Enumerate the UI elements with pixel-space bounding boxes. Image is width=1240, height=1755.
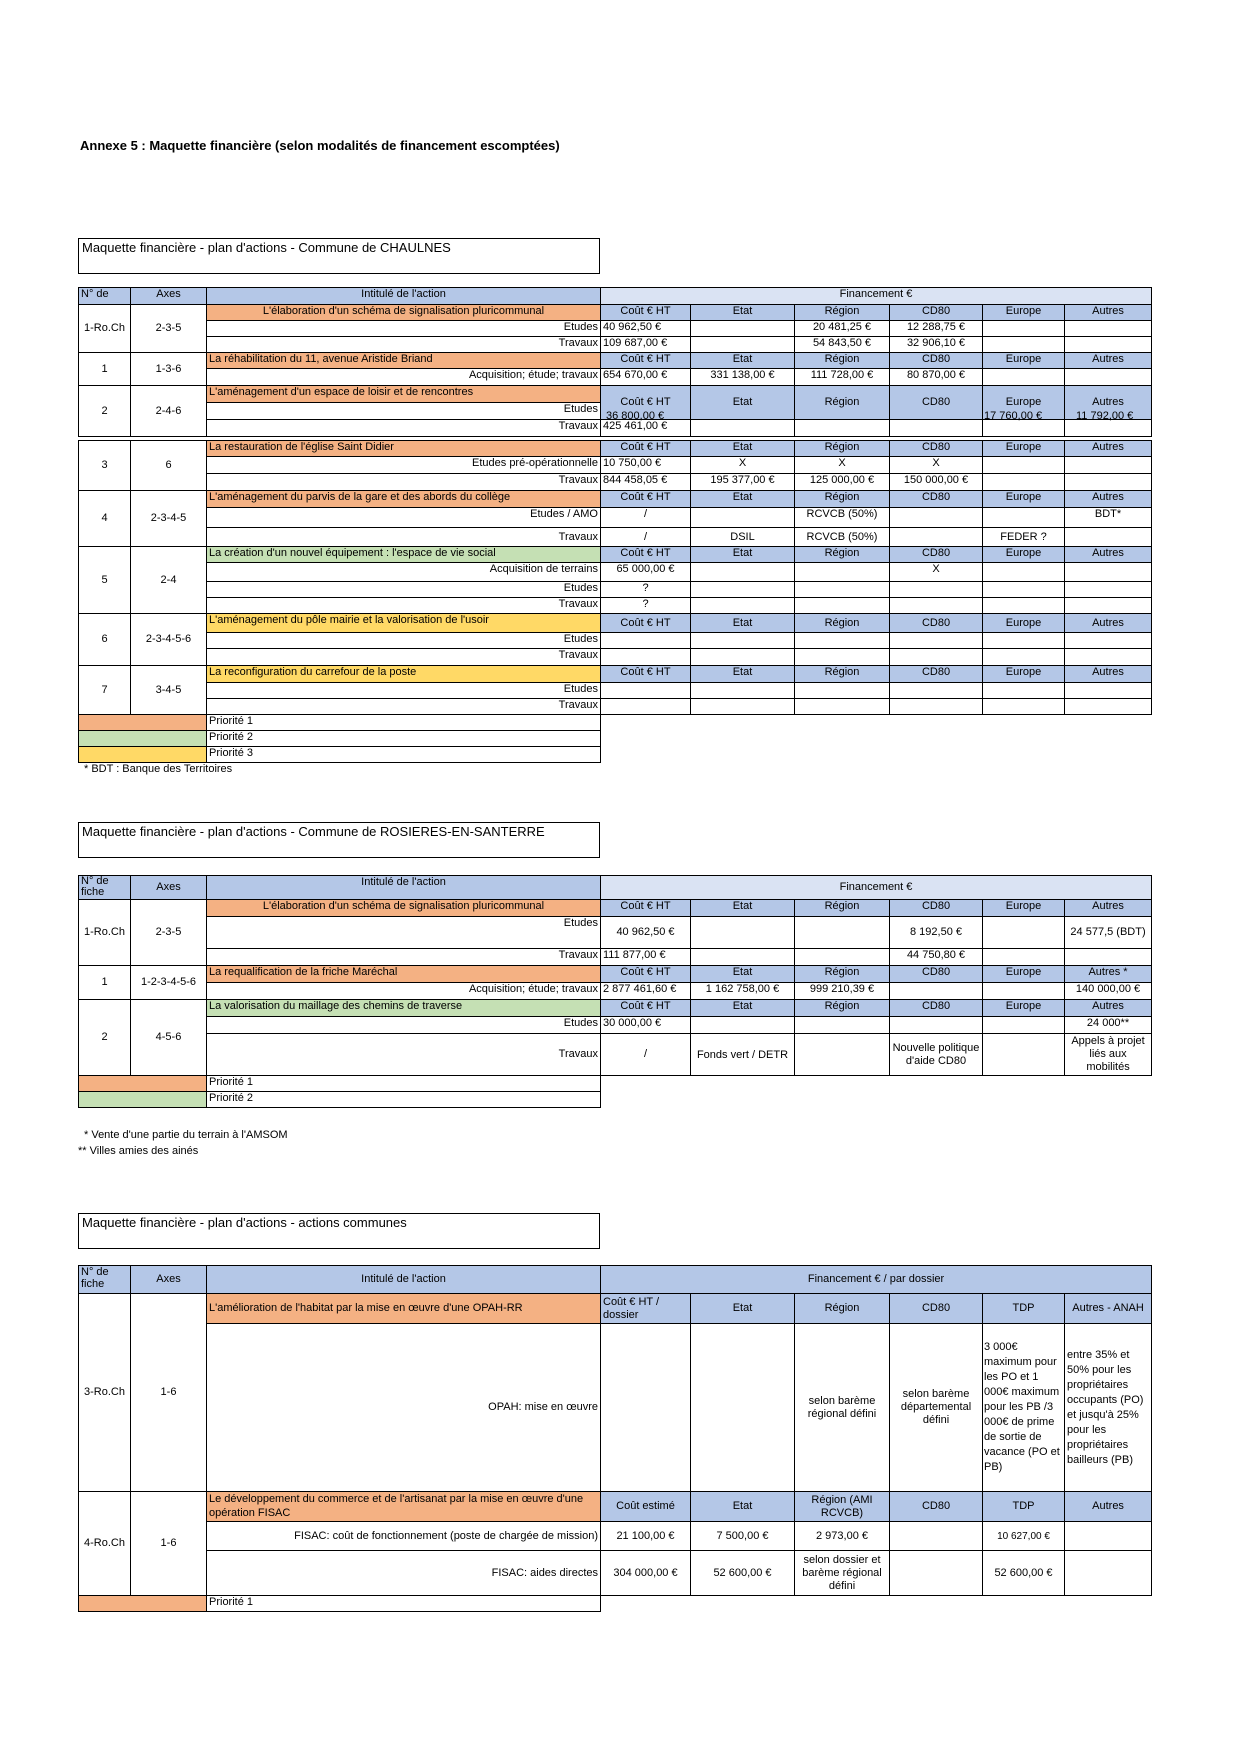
action-axes: 2-3-5 <box>131 900 207 966</box>
action-label: L'amélioration de l'habitat par la mise en œuvre d'une OPAH-RR <box>207 1294 601 1324</box>
col-header-axes: Axes <box>131 876 207 900</box>
action-num: 1 <box>79 966 131 1000</box>
col-europe: Europe <box>983 353 1065 369</box>
col-etat: Etat <box>691 1000 795 1017</box>
communes-section-title: Maquette financière - plan d'actions - actions communes <box>78 1213 600 1249</box>
cout-value: 304 000,00 € <box>601 1551 691 1596</box>
action-label: L'aménagement du parvis de la gare et des abords du collège <box>207 491 601 508</box>
col-header-intitule: Intitulé de l'action <box>207 876 601 900</box>
action-axes: 2-4-6 <box>131 386 207 437</box>
line-label: Etudes / AMO <box>207 508 601 528</box>
line-label: Travaux <box>207 528 601 547</box>
communes-table <box>78 1265 1152 1612</box>
col-cout: Coût € HT <box>601 491 691 508</box>
cd80-value: 150 000,00 € <box>890 474 983 491</box>
col-autres: Autres <box>1065 491 1152 508</box>
region-value: selon barème régional défini <box>795 1324 890 1492</box>
col-cd80: CD80 <box>890 491 983 508</box>
line-label: Etudes <box>207 917 601 949</box>
col-autres: Autres <box>1065 305 1152 321</box>
action-axes: 1-2-3-4-5-6 <box>131 966 207 1000</box>
col-europe: Europe <box>983 1000 1065 1017</box>
col-region: Région <box>795 1000 890 1017</box>
autres-value: 140 000,00 € <box>1065 983 1152 1000</box>
col-region: Région <box>795 491 890 508</box>
col-cd80: CD80 <box>890 1000 983 1017</box>
col-cd80: CD80 <box>890 966 983 983</box>
line-label: Etudes <box>207 582 601 598</box>
legend-priority-1: Priorité 1 <box>207 1076 601 1092</box>
cd80-value: X <box>890 563 983 582</box>
cd80-value: Nouvelle politique d'aide CD80 <box>890 1034 983 1076</box>
col-europe: Europe <box>983 547 1065 563</box>
col-europe: Europe <box>983 614 1065 633</box>
legend-priority-2: Priorité 2 <box>207 1092 601 1108</box>
action-label: La création d'un nouvel équipement : l'espace de vie social <box>207 547 601 563</box>
col-region: Région <box>795 666 890 683</box>
col-cd80: CD80 <box>890 441 983 457</box>
col-region: Région <box>795 547 890 563</box>
europe-value: FEDER ? <box>983 528 1065 547</box>
col-europe: Europe <box>983 441 1065 457</box>
region-value: 54 843,50 € <box>795 337 890 353</box>
page-title: Annexe 5 : Maquette financière (selon modalités de financement escomptées) <box>80 138 560 153</box>
action-axes: 2-4 <box>131 547 207 614</box>
col-autres: Autres <box>1065 441 1152 457</box>
col-cd80: CD80 <box>890 666 983 683</box>
col-etat: Etat <box>691 966 795 983</box>
col-region: Région <box>795 614 890 633</box>
region-value: 999 210,39 € <box>795 983 890 1000</box>
cd80-value: 32 906,10 € <box>890 337 983 353</box>
action-axes: 1-6 <box>131 1492 207 1596</box>
col-etat: Etat <box>691 305 795 321</box>
col-cout: Coût € HT <box>601 353 691 369</box>
action-label: Le développement du commerce et de l'artisanat par la mise en œuvre d'une opération FISAC <box>207 1492 601 1522</box>
etat-value: 195 377,00 € <box>691 474 795 491</box>
action-num: 2 <box>79 386 131 437</box>
line-label: Travaux <box>207 1034 601 1076</box>
col-header-num: N° de <box>79 288 131 305</box>
col-cd80: CD80 <box>890 1492 983 1522</box>
etat-value: Fonds vert / DETR <box>691 1034 795 1076</box>
tdp-value: 3 000€ maximum pour les PO et 1 000€ maximum pour les PB /3 000€ de prime de sortie de vacance (PO et PB) <box>983 1324 1065 1492</box>
col-etat: Etat <box>691 441 795 457</box>
line-label: Travaux <box>207 649 601 666</box>
cout-value: / <box>601 508 691 528</box>
col-cd80: CD80 <box>890 353 983 369</box>
cd80-value: 8 192,50 € <box>890 917 983 949</box>
cd80-value: 80 870,00 € <box>890 369 983 386</box>
action-num: 1 <box>79 353 131 386</box>
col-header-financement: Financement € <box>601 876 1152 900</box>
action-label: L'élaboration d'un schéma de signalisation pluricommunal <box>207 305 601 321</box>
line-label: Travaux <box>207 699 601 715</box>
rosieres-table <box>78 875 1152 1108</box>
action-num: 1-Ro.Ch <box>79 305 131 353</box>
rosieres-section-title: Maquette financière - plan d'actions - Commune de ROSIERES-EN-SANTERRE <box>78 822 600 858</box>
tdp-value: 52 600,00 € <box>983 1551 1065 1596</box>
col-cout: Coût € HT <box>601 614 691 633</box>
col-cout: Coût € HT / dossier <box>601 1294 691 1324</box>
col-etat: Etat <box>691 1294 795 1324</box>
col-etat: Etat <box>691 1492 795 1522</box>
cout-value: 30 000,00 € <box>601 1017 691 1034</box>
col-europe: Europe <box>983 305 1065 321</box>
cout-value: / <box>601 1034 691 1076</box>
col-header-intitule: Intitulé de l'action <box>207 1266 601 1294</box>
action-axes: 2-3-4-5-6 <box>131 614 207 666</box>
cout-value: 2 877 461,60 € <box>601 983 691 1000</box>
col-tdp: TDP <box>983 1492 1065 1522</box>
action-num: 6 <box>79 614 131 666</box>
line-label: Etudes <box>207 633 601 649</box>
legend-priority-3: Priorité 3 <box>207 747 601 763</box>
action-axes: 3-4-5 <box>131 666 207 715</box>
action-label: L'aménagement du pôle mairie et la valorisation de l'usoir <box>207 614 601 633</box>
col-europe: Europe <box>983 966 1065 983</box>
etat-value: 52 600,00 € <box>691 1551 795 1596</box>
col-cd80: CD80 <box>890 614 983 633</box>
col-region: Région <box>795 441 890 457</box>
col-cout: Coût € HT <box>601 1000 691 1017</box>
action-axes: 6 <box>131 441 207 491</box>
action-num: 4-Ro.Ch <box>79 1492 131 1596</box>
col-header-num: N° de fiche <box>79 876 131 900</box>
col-cout: Coût € HT <box>601 966 691 983</box>
col-etat: Etat <box>691 547 795 563</box>
action-axes: 4-5-6 <box>131 1000 207 1076</box>
etat-value: 1 162 758,00 € <box>691 983 795 1000</box>
cout-value: 65 000,00 € <box>601 563 691 582</box>
action-num: 5 <box>79 547 131 614</box>
line-label: Acquisition de terrains <box>207 563 601 582</box>
etat-value: X <box>691 457 795 474</box>
col-header-intitule: Intitulé de l'action <box>207 288 601 305</box>
cout-value: 111 877,00 € <box>601 949 691 966</box>
action-num: 4 <box>79 491 131 547</box>
europe-value: 17 760,00 € <box>984 410 1043 422</box>
cout-value: 425 461,00 € <box>601 420 691 437</box>
col-autres: Autres <box>1065 386 1152 420</box>
col-header-financement: Financement € / par dossier <box>601 1266 1152 1294</box>
col-cout: Coût € HT <box>601 441 691 457</box>
cout-value: 36 800,00 € <box>606 410 665 422</box>
line-label: Travaux <box>207 337 601 353</box>
region-value: 2 973,00 € <box>795 1522 890 1551</box>
line-label: Etudes pré-opérationnelle <box>207 457 601 474</box>
region-value: selon dossier et barème régional défini <box>795 1551 890 1596</box>
col-etat: Etat <box>691 491 795 508</box>
cout-value: 654 670,00 € <box>601 369 691 386</box>
line-label: Etudes <box>207 403 601 420</box>
line-label: Travaux <box>207 474 601 491</box>
line-label: Etudes <box>207 1017 601 1034</box>
etat-value: 7 500,00 € <box>691 1522 795 1551</box>
col-cd80: CD80 <box>890 1294 983 1324</box>
cout-value: / <box>601 528 691 547</box>
col-cd80: CD80 <box>890 547 983 563</box>
cd80-value: 44 750,80 € <box>890 949 983 966</box>
action-axes: 1-3-6 <box>131 353 207 386</box>
col-cd80: CD80 <box>890 900 983 917</box>
cout-value: 40 962,50 € <box>601 917 691 949</box>
col-autres-anah: Autres - ANAH <box>1065 1294 1152 1324</box>
col-region: Région <box>795 900 890 917</box>
line-label: Travaux <box>207 420 601 437</box>
action-axes: 2-3-5 <box>131 305 207 353</box>
col-europe: Europe <box>983 666 1065 683</box>
col-cout: Coût € HT <box>601 386 691 420</box>
col-cout: Coût € HT <box>601 666 691 683</box>
col-autres: Autres <box>1065 353 1152 369</box>
line-label: Travaux <box>207 598 601 614</box>
col-etat: Etat <box>691 353 795 369</box>
col-header-financement: Financement € <box>601 288 1152 305</box>
col-region: Région (AMI RCVCB) <box>795 1492 890 1522</box>
line-label: Etudes <box>207 683 601 699</box>
col-autres: Autres <box>1065 1492 1152 1522</box>
chaulnes-section-title: Maquette financière - plan d'actions - Commune de CHAULNES <box>78 238 600 274</box>
action-num: 3 <box>79 441 131 491</box>
autres-value: 11 792,00 € <box>1076 410 1134 422</box>
col-header-num: N° de fiche <box>79 1266 131 1294</box>
col-cout: Coût estimé <box>601 1492 691 1522</box>
action-label: La requalification de la friche Maréchal <box>207 966 601 983</box>
cout-value: 40 962,50 € <box>601 321 691 337</box>
col-region: Région <box>795 966 890 983</box>
footnote: * Vente d'une partie du terrain à l'AMSOM <box>84 1129 288 1141</box>
action-num: 2 <box>79 1000 131 1076</box>
legend-priority-1: Priorité 1 <box>207 715 601 731</box>
line-label: Acquisition; étude; travaux <box>207 369 601 386</box>
col-cout: Coût € HT <box>601 547 691 563</box>
legend-priority-2: Priorité 2 <box>207 731 601 747</box>
cout-value: 109 687,00 € <box>601 337 691 353</box>
chaulnes-table-cont <box>78 440 1152 763</box>
tdp-value: 10 627,00 € <box>983 1522 1065 1551</box>
line-label: FISAC: coût de fonctionnement (poste de chargée de mission) <box>207 1522 601 1551</box>
autres-value: BDT* <box>1065 508 1152 528</box>
col-region: Région <box>795 353 890 369</box>
autres-value: 24 000** <box>1065 1017 1152 1034</box>
action-label: La restauration de l'église Saint Didier <box>207 441 601 457</box>
autres-value: 24 577,5 (BDT) <box>1065 917 1152 949</box>
line-label: OPAH: mise en œuvre <box>207 1324 601 1492</box>
col-cout: Coût € HT <box>601 305 691 321</box>
region-value: 20 481,25 € <box>795 321 890 337</box>
action-label: L'aménagement d'un espace de loisir et de rencontres <box>207 386 601 403</box>
footnote: * BDT : Banque des Territoires <box>84 763 233 775</box>
legend-priority-1: Priorité 1 <box>207 1596 601 1612</box>
action-axes: 2-3-4-5 <box>131 491 207 547</box>
line-label: Acquisition; étude; travaux <box>207 983 601 1000</box>
col-autres-star: Autres * <box>1065 966 1152 983</box>
action-axes: 1-6 <box>131 1294 207 1492</box>
autres-value: Appels à projet liés aux mobilités <box>1065 1034 1152 1076</box>
col-cd80: CD80 <box>890 305 983 321</box>
region-value: 111 728,00 € <box>795 369 890 386</box>
cout-value: 844 458,05 € <box>601 474 691 491</box>
col-header-axes: Axes <box>131 288 207 305</box>
cout-value: 21 100,00 € <box>601 1522 691 1551</box>
col-europe: Europe <box>983 386 1065 420</box>
col-autres: Autres <box>1065 1000 1152 1017</box>
col-europe: Europe <box>983 491 1065 508</box>
col-region: Région <box>795 386 890 420</box>
action-label: La valorisation du maillage des chemins de traverse <box>207 1000 601 1017</box>
action-label: La reconfiguration du carrefour de la poste <box>207 666 601 683</box>
col-europe: Europe <box>983 900 1065 917</box>
col-cd80: CD80 <box>890 386 983 420</box>
region-value: X <box>795 457 890 474</box>
col-etat: Etat <box>691 666 795 683</box>
region-value: 125 000,00 € <box>795 474 890 491</box>
line-label: Etudes <box>207 321 601 337</box>
col-autres: Autres <box>1065 547 1152 563</box>
action-label: La réhabilitation du 11, avenue Aristide Briand <box>207 353 601 369</box>
region-value: RCVCB (50%) <box>795 528 890 547</box>
col-etat: Etat <box>691 386 795 420</box>
footnote: ** Villes amies des ainés <box>78 1145 199 1157</box>
col-region: Région <box>795 305 890 321</box>
cd80-value: 12 288,75 € <box>890 321 983 337</box>
anah-value: entre 35% et 50% pour les propriétaires occupants (PO) et jusqu'à 25% pour les propriétaires bailleurs (PB) <box>1065 1324 1152 1492</box>
col-autres: Autres <box>1065 900 1152 917</box>
cd80-value: X <box>890 457 983 474</box>
cout-value: 10 750,00 € <box>601 457 691 474</box>
action-num: 3-Ro.Ch <box>79 1294 131 1492</box>
cd80-value: selon barème départemental défini <box>890 1324 983 1492</box>
line-label: Travaux <box>207 949 601 966</box>
region-value: RCVCB (50%) <box>795 508 890 528</box>
etat-value: 331 138,00 € <box>691 369 795 386</box>
action-num: 1-Ro.Ch <box>79 900 131 966</box>
cout-value: ? <box>601 582 691 598</box>
col-etat: Etat <box>691 614 795 633</box>
col-header-axes: Axes <box>131 1266 207 1294</box>
col-autres: Autres <box>1065 614 1152 633</box>
col-cout: Coût € HT <box>601 900 691 917</box>
col-region: Région <box>795 1294 890 1324</box>
col-etat: Etat <box>691 900 795 917</box>
line-label: FISAC: aides directes <box>207 1551 601 1596</box>
cout-value: ? <box>601 598 691 614</box>
etat-value: DSIL <box>691 528 795 547</box>
action-label: L'élaboration d'un schéma de signalisation pluricommunal <box>207 900 601 917</box>
col-autres: Autres <box>1065 666 1152 683</box>
action-num: 7 <box>79 666 131 715</box>
col-tdp: TDP <box>983 1294 1065 1324</box>
